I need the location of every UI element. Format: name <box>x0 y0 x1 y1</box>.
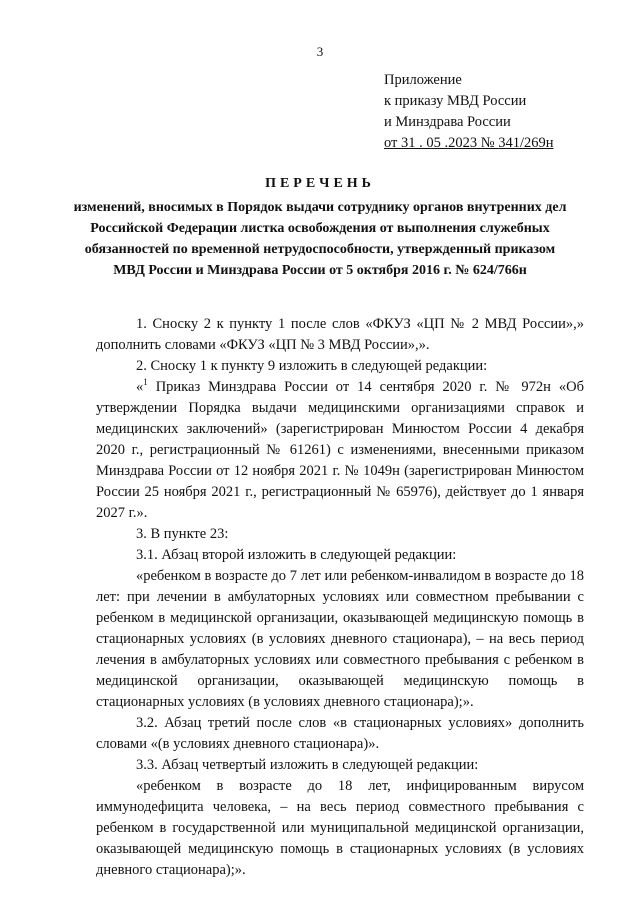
appendix-ministry: и Минздрава России <box>384 114 511 130</box>
appendix-date-number <box>384 133 554 154</box>
appendix-date: от 31 . 05 .2023 № <box>384 135 499 151</box>
appendix-number: 341/269н <box>498 135 554 151</box>
quote-open: « <box>136 379 144 395</box>
paragraph-7: 3.2. Абзац третий после слов «в стационарных условиях» дополнить словами «(в условиях дневного стационара)». <box>96 715 584 752</box>
paragraph-9: «ребенком в возрасте до 18 лет, инфицированным вирусом иммунодефицита человека, – на весь период совместного пребывания с ребенком в государственной или муниципальной медицинской организации, оказывающей медицинскую помощь в стационарных условиях (в условиях дневного стационара);». <box>96 778 584 878</box>
footnote-mark: 1 <box>143 377 148 388</box>
paragraph-5: 3.1. Абзац второй изложить в следующей редакции: <box>136 547 457 563</box>
paragraph-3-text: Приказ Минздрава России от 14 сентября 2020 г. № 972н «Об утверждении Порядка выдачи медицинскими организациями справок и медицинских заключений» (зарегистрирован Минюстом России 4 декабря 2020 г., регистрационный № 61261) с изменениями, внесенными приказом Минздрава России от 12 ноября 2021 г. № 1049н (зарегистрирован Минюстом России 25 ноября 2021 г., регистрационный № 65976), действует до 1 января 2027 г.». <box>96 379 584 521</box>
paragraph-3 <box>96 377 584 524</box>
paragraph-2: 2. Сноску 1 к пункту 9 изложить в следующей редакции: <box>136 358 488 374</box>
paragraph-6: «ребенком в возрасте до 7 лет или ребенком-инвалидом в возрасте до 18 лет: при лечении в амбулаторных условиях или совместном пребывании с ребенком в медицинской организации, оказывающей медицинскую помощь в стационарных условиях (в условиях дневного стационара), – на весь период лечения в амбулаторных условиях или совместного пребывания с ребенком в медицинской организации, оказывающей медицинскую помощь в стационарных условиях (в условиях дневного стационара);». <box>96 568 584 710</box>
appendix-label: Приложение <box>384 72 462 88</box>
paragraph-8: 3.3. Абзац четвертый изложить в следующей редакции: <box>136 757 479 773</box>
appendix-order-ref: к приказу МВД России <box>384 93 527 109</box>
document-subtitle: изменений, вносимых в Порядок выдачи сотруднику органов внутренних дел Российской Федерации листка освобождения от выполнения служебных обязанностей по временной нетрудоспособности, утвержденный приказом МВД России и Минздрава России от 5 октября 2016 г. № 624/766н <box>73 200 567 278</box>
paragraph-4: 3. В пункте 23: <box>136 526 229 542</box>
appendix-header <box>384 70 554 154</box>
page-number: 3 <box>316 44 324 59</box>
document-body <box>96 314 584 881</box>
paragraph-1: 1. Сноску 2 к пункту 1 после слов «ФКУЗ «ЦП № 2 МВД России»,» дополнить словами «ФКУЗ «ЦП № 3 МВД России»,». <box>96 316 584 353</box>
document-title: ПЕРЕЧЕНЬ <box>265 176 375 191</box>
